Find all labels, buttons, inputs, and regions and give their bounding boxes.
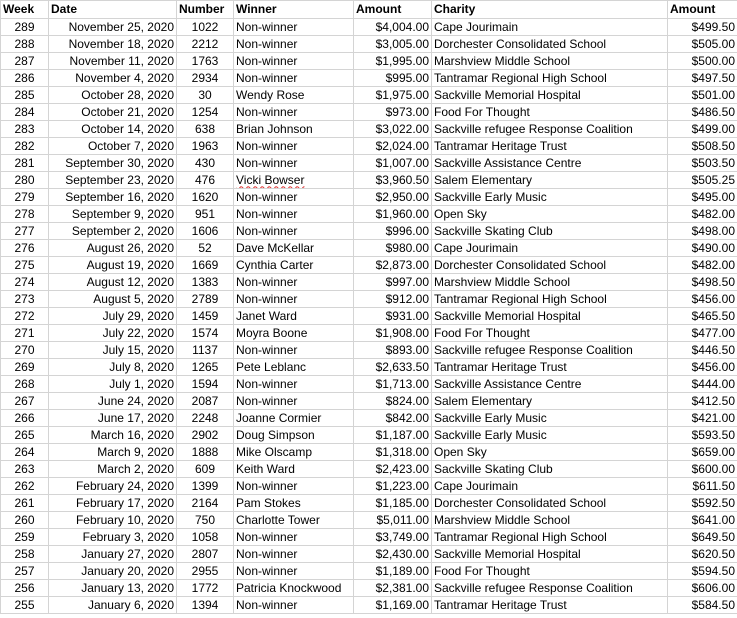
cell-date[interactable]: February 17, 2020 [49, 495, 177, 512]
cell-winner[interactable]: Non-winner [234, 206, 354, 223]
cell-charity-amount[interactable]: $592.50 [668, 495, 737, 512]
cell-date[interactable]: February 24, 2020 [49, 478, 177, 495]
cell-charity-amount[interactable]: $501.00 [668, 87, 737, 104]
cell-charity[interactable]: Sackville Early Music [432, 410, 668, 427]
cell-charity-amount[interactable]: $584.50 [668, 597, 737, 614]
cell-winner[interactable]: Doug Simpson [234, 427, 354, 444]
cell-charity[interactable]: Salem Elementary [432, 393, 668, 410]
cell-charity-amount[interactable]: $505.25 [668, 172, 737, 189]
cell-winner[interactable]: Non-winner [234, 376, 354, 393]
cell-charity-amount[interactable]: $498.50 [668, 274, 737, 291]
table-row [1, 291, 737, 308]
cell-date[interactable]: June 24, 2020 [49, 393, 177, 410]
cell-week[interactable]: 279 [1, 189, 49, 206]
cell-number[interactable]: 2087 [177, 393, 234, 410]
cell-date[interactable]: September 2, 2020 [49, 223, 177, 240]
cell-week[interactable]: 286 [1, 70, 49, 87]
cell-charity[interactable]: Cape Jourimain [432, 19, 668, 36]
header-date[interactable]: Date [49, 1, 177, 19]
table-row [1, 206, 737, 223]
cell-week[interactable]: 259 [1, 529, 49, 546]
cell-winner[interactable]: Non-winner [234, 223, 354, 240]
cell-winner[interactable]: Pam Stokes [234, 495, 354, 512]
cell-date[interactable]: February 10, 2020 [49, 512, 177, 529]
cell-date[interactable]: February 3, 2020 [49, 529, 177, 546]
cell-amount[interactable]: $1,713.00 [354, 376, 432, 393]
cell-date[interactable]: July 15, 2020 [49, 342, 177, 359]
cell-week[interactable]: 283 [1, 121, 49, 138]
cell-charity-amount[interactable]: $477.00 [668, 325, 737, 342]
table-row [1, 104, 737, 121]
cell-charity-amount[interactable]: $611.50 [668, 478, 737, 495]
table-row [1, 427, 737, 444]
cell-number[interactable]: 1022 [177, 19, 234, 36]
cell-amount[interactable]: $1,975.00 [354, 87, 432, 104]
cell-week[interactable]: 289 [1, 19, 49, 36]
cell-charity[interactable]: Sackville Memorial Hospital [432, 87, 668, 104]
cell-week[interactable]: 270 [1, 342, 49, 359]
cell-amount[interactable]: $996.00 [354, 223, 432, 240]
cell-week[interactable]: 262 [1, 478, 49, 495]
cell-amount[interactable]: $2,423.00 [354, 461, 432, 478]
cell-charity-amount[interactable]: $490.00 [668, 240, 737, 257]
spellcheck-flagged-text: Vicki Bowser [236, 172, 305, 187]
cell-charity[interactable]: Marshview Middle School [432, 274, 668, 291]
table-row [1, 19, 737, 36]
cell-winner[interactable]: Pete Leblanc [234, 359, 354, 376]
cell-charity[interactable]: Tantramar Regional High School [432, 70, 668, 87]
cell-number[interactable]: 1459 [177, 308, 234, 325]
cell-amount[interactable]: $1,908.00 [354, 325, 432, 342]
cell-week[interactable]: 257 [1, 563, 49, 580]
cell-charity-amount[interactable]: $499.50 [668, 19, 737, 36]
cell-date[interactable]: August 26, 2020 [49, 240, 177, 257]
cell-amount[interactable]: $931.00 [354, 308, 432, 325]
cell-charity-amount[interactable]: $465.50 [668, 308, 737, 325]
cell-winner[interactable]: Non-winner [234, 138, 354, 155]
cell-amount[interactable]: $1,960.00 [354, 206, 432, 223]
cell-charity[interactable]: Tantramar Heritage Trust [432, 597, 668, 614]
cell-charity[interactable]: Open Sky [432, 206, 668, 223]
cell-amount[interactable]: $980.00 [354, 240, 432, 257]
cell-amount[interactable]: $5,011.00 [354, 512, 432, 529]
cell-amount[interactable]: $893.00 [354, 342, 432, 359]
cell-date[interactable]: September 9, 2020 [49, 206, 177, 223]
header-amount[interactable]: Amount [354, 1, 432, 19]
cell-week[interactable]: 272 [1, 308, 49, 325]
cell-date[interactable]: July 22, 2020 [49, 325, 177, 342]
cell-amount[interactable]: $824.00 [354, 393, 432, 410]
cell-date[interactable]: January 13, 2020 [49, 580, 177, 597]
cell-week[interactable]: 273 [1, 291, 49, 308]
cell-amount[interactable]: $2,950.00 [354, 189, 432, 206]
header-week[interactable]: Week [1, 1, 49, 19]
cell-winner[interactable]: Joanne Cormier [234, 410, 354, 427]
cell-charity-amount[interactable]: $505.00 [668, 36, 737, 53]
cell-charity[interactable]: Tantramar Regional High School [432, 291, 668, 308]
cell-amount[interactable]: $3,022.00 [354, 121, 432, 138]
cell-amount[interactable]: $3,005.00 [354, 36, 432, 53]
cell-charity[interactable]: Food For Thought [432, 563, 668, 580]
cell-week[interactable]: 287 [1, 53, 49, 70]
cell-amount[interactable]: $1,169.00 [354, 597, 432, 614]
cell-charity[interactable]: Cape Jourimain [432, 240, 668, 257]
cell-winner[interactable]: Non-winner [234, 291, 354, 308]
cell-week[interactable]: 277 [1, 223, 49, 240]
table-row [1, 155, 737, 172]
cell-date[interactable]: March 16, 2020 [49, 427, 177, 444]
table-row [1, 444, 737, 461]
cell-week[interactable]: 267 [1, 393, 49, 410]
cell-charity-amount[interactable]: $498.00 [668, 223, 737, 240]
cell-number[interactable]: 1394 [177, 597, 234, 614]
table-row [1, 342, 737, 359]
cell-number[interactable]: 1620 [177, 189, 234, 206]
cell-date[interactable]: October 7, 2020 [49, 138, 177, 155]
table-row [1, 376, 737, 393]
table-row [1, 87, 737, 104]
cell-amount[interactable]: $842.00 [354, 410, 432, 427]
cell-amount[interactable]: $995.00 [354, 70, 432, 87]
cell-amount[interactable]: $1,007.00 [354, 155, 432, 172]
table-row [1, 121, 737, 138]
cell-charity[interactable]: Sackville Early Music [432, 427, 668, 444]
cell-charity[interactable]: Cape Jourimain [432, 478, 668, 495]
cell-charity[interactable]: Dorchester Consolidated School [432, 495, 668, 512]
header-number[interactable]: Number [177, 1, 234, 19]
cell-charity[interactable]: Sackville Skating Club [432, 223, 668, 240]
cell-date[interactable]: March 9, 2020 [49, 444, 177, 461]
table-row [1, 274, 737, 291]
cell-number[interactable]: 2789 [177, 291, 234, 308]
cell-charity-amount[interactable]: $482.00 [668, 257, 737, 274]
table-row [1, 546, 737, 563]
cell-number[interactable]: 1254 [177, 104, 234, 121]
cell-amount[interactable]: $912.00 [354, 291, 432, 308]
table-row [1, 461, 737, 478]
cell-number[interactable]: 2807 [177, 546, 234, 563]
cell-week[interactable]: 278 [1, 206, 49, 223]
cell-number[interactable]: 2902 [177, 427, 234, 444]
cell-week[interactable]: 271 [1, 325, 49, 342]
cell-winner[interactable]: Non-winner [234, 563, 354, 580]
cell-charity[interactable]: Salem Elementary [432, 172, 668, 189]
cell-date[interactable]: January 20, 2020 [49, 563, 177, 580]
cell-number[interactable]: 52 [177, 240, 234, 257]
table-row [1, 53, 737, 70]
cell-charity-amount[interactable]: $606.00 [668, 580, 737, 597]
table-row [1, 189, 737, 206]
cell-charity[interactable]: Sackville Memorial Hospital [432, 308, 668, 325]
cell-charity[interactable]: Tantramar Heritage Trust [432, 359, 668, 376]
cell-winner[interactable]: Dave McKellar [234, 240, 354, 257]
table-row [1, 563, 737, 580]
cell-number[interactable]: 638 [177, 121, 234, 138]
cell-number[interactable]: 2212 [177, 36, 234, 53]
cell-charity-amount[interactable]: $446.50 [668, 342, 737, 359]
cell-winner[interactable]: Non-winner [234, 393, 354, 410]
cell-winner[interactable]: Janet Ward [234, 308, 354, 325]
cell-week[interactable]: 264 [1, 444, 49, 461]
cell-date[interactable]: October 28, 2020 [49, 87, 177, 104]
cell-charity[interactable]: Dorchester Consolidated School [432, 257, 668, 274]
cell-charity-amount[interactable]: $593.50 [668, 427, 737, 444]
cell-week[interactable]: 281 [1, 155, 49, 172]
cell-winner[interactable] [234, 172, 354, 189]
cell-charity-amount[interactable]: $659.00 [668, 444, 737, 461]
cell-winner[interactable]: Charlotte Tower [234, 512, 354, 529]
cell-date[interactable]: November 25, 2020 [49, 19, 177, 36]
cell-week[interactable]: 263 [1, 461, 49, 478]
header-winner[interactable]: Winner [234, 1, 354, 19]
table-row [1, 325, 737, 342]
cell-charity[interactable]: Sackville Assistance Centre [432, 155, 668, 172]
table-row [1, 529, 737, 546]
cell-amount[interactable]: $2,430.00 [354, 546, 432, 563]
cell-number[interactable]: 2248 [177, 410, 234, 427]
cell-week[interactable]: 284 [1, 104, 49, 121]
cell-winner[interactable]: Moyra Boone [234, 325, 354, 342]
cell-winner[interactable]: Non-winner [234, 155, 354, 172]
cell-winner[interactable]: Non-winner [234, 274, 354, 291]
cell-date[interactable]: September 23, 2020 [49, 172, 177, 189]
cell-winner[interactable]: Non-winner [234, 529, 354, 546]
cell-date[interactable]: October 14, 2020 [49, 121, 177, 138]
cell-week[interactable]: 256 [1, 580, 49, 597]
cell-amount[interactable]: $1,318.00 [354, 444, 432, 461]
cell-amount[interactable]: $1,995.00 [354, 53, 432, 70]
cell-charity-amount[interactable]: $641.00 [668, 512, 737, 529]
cell-week[interactable]: 261 [1, 495, 49, 512]
cell-winner[interactable]: Non-winner [234, 546, 354, 563]
header-row [1, 1, 737, 19]
table-row [1, 70, 737, 87]
cell-charity[interactable]: Dorchester Consolidated School [432, 36, 668, 53]
cell-number[interactable]: 2164 [177, 495, 234, 512]
cell-charity-amount[interactable]: $421.00 [668, 410, 737, 427]
cell-charity-amount[interactable]: $497.50 [668, 70, 737, 87]
cell-winner[interactable]: Non-winner [234, 70, 354, 87]
cell-amount[interactable]: $3,960.50 [354, 172, 432, 189]
cell-number[interactable]: 1594 [177, 376, 234, 393]
cell-date[interactable]: June 17, 2020 [49, 410, 177, 427]
cell-number[interactable]: 1888 [177, 444, 234, 461]
table-row [1, 308, 737, 325]
cell-week[interactable]: 255 [1, 597, 49, 614]
table-row [1, 495, 737, 512]
cell-charity[interactable]: Food For Thought [432, 325, 668, 342]
cell-charity-amount[interactable]: $456.00 [668, 291, 737, 308]
cell-date[interactable]: July 29, 2020 [49, 308, 177, 325]
cell-charity-amount[interactable]: $495.00 [668, 189, 737, 206]
cell-winner[interactable]: Mike Olscamp [234, 444, 354, 461]
cell-date[interactable]: January 27, 2020 [49, 546, 177, 563]
cell-number[interactable]: 2955 [177, 563, 234, 580]
cell-charity[interactable]: Food For Thought [432, 104, 668, 121]
cell-number[interactable]: 1399 [177, 478, 234, 495]
header-charity[interactable]: Charity [432, 1, 668, 19]
cell-charity[interactable]: Sackville refugee Response Coalition [432, 580, 668, 597]
cell-number[interactable]: 750 [177, 512, 234, 529]
cell-charity[interactable]: Marshview Middle School [432, 53, 668, 70]
cell-amount[interactable]: $3,749.00 [354, 529, 432, 546]
cell-date[interactable]: July 8, 2020 [49, 359, 177, 376]
cell-number[interactable]: 1963 [177, 138, 234, 155]
cell-number[interactable]: 1265 [177, 359, 234, 376]
cell-charity[interactable]: Sackville refugee Response Coalition [432, 342, 668, 359]
cell-amount[interactable]: $1,185.00 [354, 495, 432, 512]
cell-amount[interactable]: $2,633.50 [354, 359, 432, 376]
cell-amount[interactable]: $2,024.00 [354, 138, 432, 155]
cell-charity[interactable]: Tantramar Heritage Trust [432, 138, 668, 155]
cell-week[interactable]: 266 [1, 410, 49, 427]
cell-number[interactable]: 30 [177, 87, 234, 104]
table-row [1, 393, 737, 410]
cell-charity-amount[interactable]: $486.50 [668, 104, 737, 121]
cell-number[interactable]: 609 [177, 461, 234, 478]
cell-charity[interactable]: Sackville Memorial Hospital [432, 546, 668, 563]
cell-week[interactable]: 269 [1, 359, 49, 376]
cell-winner[interactable]: Wendy Rose [234, 87, 354, 104]
cell-date[interactable]: November 18, 2020 [49, 36, 177, 53]
cell-charity-amount[interactable]: $456.00 [668, 359, 737, 376]
table-row [1, 359, 737, 376]
cell-week[interactable]: 268 [1, 376, 49, 393]
cell-charity-amount[interactable]: $482.00 [668, 206, 737, 223]
cell-winner[interactable]: Non-winner [234, 189, 354, 206]
cell-amount[interactable]: $2,873.00 [354, 257, 432, 274]
cell-winner[interactable]: Non-winner [234, 104, 354, 121]
table-row [1, 240, 737, 257]
cell-number[interactable]: 2934 [177, 70, 234, 87]
cell-charity[interactable]: Sackville Skating Club [432, 461, 668, 478]
cell-amount[interactable]: $2,381.00 [354, 580, 432, 597]
cell-charity[interactable]: Sackville refugee Response Coalition [432, 121, 668, 138]
cell-winner[interactable]: Non-winner [234, 53, 354, 70]
cell-amount[interactable]: $1,223.00 [354, 478, 432, 495]
cell-date[interactable]: August 12, 2020 [49, 274, 177, 291]
cell-date[interactable]: September 30, 2020 [49, 155, 177, 172]
cell-date[interactable]: August 19, 2020 [49, 257, 177, 274]
cell-amount[interactable]: $997.00 [354, 274, 432, 291]
cell-charity-amount[interactable]: $508.50 [668, 138, 737, 155]
cell-amount[interactable]: $1,187.00 [354, 427, 432, 444]
cell-charity-amount[interactable]: $444.00 [668, 376, 737, 393]
cell-week[interactable]: 288 [1, 36, 49, 53]
table-row [1, 410, 737, 427]
table-row [1, 138, 737, 155]
cell-date[interactable]: November 4, 2020 [49, 70, 177, 87]
cell-amount[interactable]: $4,004.00 [354, 19, 432, 36]
table-row [1, 36, 737, 53]
cell-date[interactable]: October 21, 2020 [49, 104, 177, 121]
cell-week[interactable]: 260 [1, 512, 49, 529]
cell-number[interactable]: 476 [177, 172, 234, 189]
cell-week[interactable]: 265 [1, 427, 49, 444]
cell-charity-amount[interactable]: $503.50 [668, 155, 737, 172]
cell-date[interactable]: November 11, 2020 [49, 53, 177, 70]
cell-week[interactable]: 258 [1, 546, 49, 563]
cell-date[interactable]: July 1, 2020 [49, 376, 177, 393]
cell-winner[interactable]: Non-winner [234, 597, 354, 614]
cell-number[interactable]: 1137 [177, 342, 234, 359]
header-charity-amount[interactable]: Amount [668, 1, 737, 19]
cell-winner[interactable]: Non-winner [234, 342, 354, 359]
table-row [1, 223, 737, 240]
cell-number[interactable]: 1606 [177, 223, 234, 240]
cell-charity-amount[interactable]: $620.50 [668, 546, 737, 563]
cell-charity[interactable]: Marshview Middle School [432, 512, 668, 529]
cell-week[interactable]: 282 [1, 138, 49, 155]
cell-charity-amount[interactable]: $649.50 [668, 529, 737, 546]
cell-winner[interactable]: Non-winner [234, 36, 354, 53]
cell-week[interactable]: 275 [1, 257, 49, 274]
cell-week[interactable]: 280 [1, 172, 49, 189]
cell-charity[interactable]: Sackville Assistance Centre [432, 376, 668, 393]
cell-date[interactable]: March 2, 2020 [49, 461, 177, 478]
cell-charity[interactable]: Sackville Early Music [432, 189, 668, 206]
cell-winner[interactable]: Cynthia Carter [234, 257, 354, 274]
cell-winner[interactable]: Brian Johnson [234, 121, 354, 138]
cell-charity[interactable]: Open Sky [432, 444, 668, 461]
cell-number[interactable]: 430 [177, 155, 234, 172]
cell-date[interactable]: September 16, 2020 [49, 189, 177, 206]
table-row [1, 597, 737, 614]
cell-charity-amount[interactable]: $600.00 [668, 461, 737, 478]
cell-winner[interactable]: Keith Ward [234, 461, 354, 478]
cell-number[interactable]: 1669 [177, 257, 234, 274]
cell-charity-amount[interactable]: $500.00 [668, 53, 737, 70]
table-row [1, 172, 737, 189]
cell-number[interactable]: 1058 [177, 529, 234, 546]
cell-number[interactable]: 951 [177, 206, 234, 223]
cell-number[interactable]: 1383 [177, 274, 234, 291]
table-row [1, 512, 737, 529]
cell-charity[interactable]: Tantramar Regional High School [432, 529, 668, 546]
cell-amount[interactable]: $1,189.00 [354, 563, 432, 580]
cell-charity-amount[interactable]: $499.00 [668, 121, 737, 138]
cell-winner[interactable]: Patricia Knockwood [234, 580, 354, 597]
cell-week[interactable]: 285 [1, 87, 49, 104]
cell-number[interactable]: 1772 [177, 580, 234, 597]
cell-charity-amount[interactable]: $594.50 [668, 563, 737, 580]
cell-week[interactable]: 276 [1, 240, 49, 257]
table-row [1, 580, 737, 597]
cell-charity-amount[interactable]: $412.50 [668, 393, 737, 410]
table-row [1, 478, 737, 495]
cell-number[interactable]: 1763 [177, 53, 234, 70]
cell-week[interactable]: 274 [1, 274, 49, 291]
cell-date[interactable]: January 6, 2020 [49, 597, 177, 614]
cell-winner[interactable]: Non-winner [234, 478, 354, 495]
cell-winner[interactable]: Non-winner [234, 19, 354, 36]
table-row [1, 257, 737, 274]
cell-number[interactable]: 1574 [177, 325, 234, 342]
cell-date[interactable]: August 5, 2020 [49, 291, 177, 308]
cell-amount[interactable]: $973.00 [354, 104, 432, 121]
